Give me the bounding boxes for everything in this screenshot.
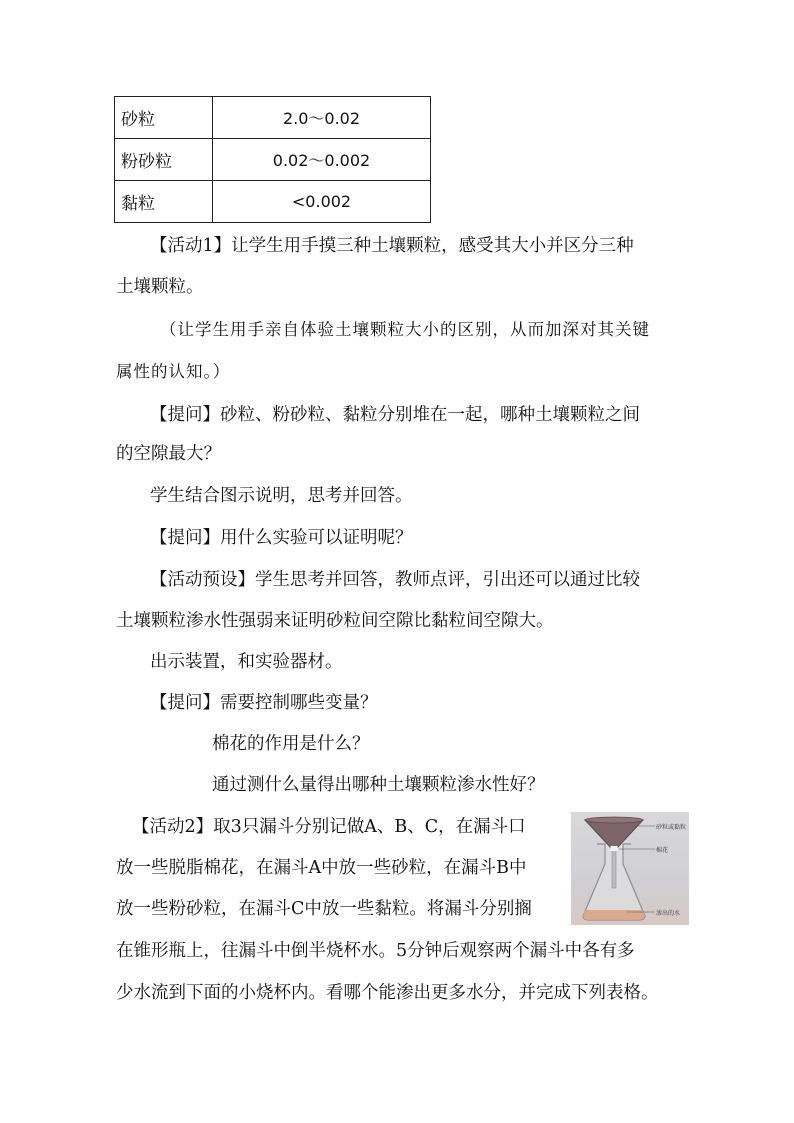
question-2-line: 【提问】用什么实验可以证明呢？ — [150, 528, 413, 548]
activity-2-line-1: 【活动2】取3只漏斗分别记做A、B、C，在漏斗口 — [132, 817, 526, 837]
table-row — [115, 181, 431, 223]
activity-preset-line-1: 【活动预设】学生思考并回答，教师点评，引出还可以通过比较 — [150, 570, 640, 590]
activity-preset-line-2: 土壤颗粒渗水性强弱来证明砂粒间空隙比黏粒间空隙大。 — [116, 611, 554, 631]
note-line-1: （让学生用手亲自体验土壤颗粒大小的区别，从而加深对其关键 — [160, 320, 650, 339]
question-1-line-2: 的空隙最大？ — [116, 444, 221, 464]
label-soil: 砂粒或黏粒 — [656, 824, 687, 831]
particle-name: 黏粒 — [115, 181, 213, 223]
question-cotton-line: 棉花的作用是什么？ — [212, 734, 370, 754]
activity-1-line-1: 【活动1】让学生用手摸三种土壤颗粒，感受其大小并区分三种 — [150, 236, 634, 256]
show-equipment-line: 出示装置，和实验器材。 — [150, 652, 343, 672]
question-1-line-1: 【提问】砂粒、粉砂粒、黏粒分别堆在一起，哪种土壤颗粒之间 — [150, 405, 640, 425]
question-measure-line: 通过测什么量得出哪种土壤颗粒渗水性好？ — [212, 775, 545, 795]
particle-name: 砂粒 — [115, 97, 213, 139]
label-filtered-water: 渗出的水 — [656, 910, 681, 917]
activity-2-line-3: 放一些粉砂粒，在漏斗C中放一些黏粒。将漏斗分别搁 — [116, 899, 532, 919]
activity-2-line-2: 放一些脱脂棉花，在漏斗A中放一些砂粒，在漏斗B中 — [116, 858, 527, 878]
table-row — [115, 139, 431, 181]
particle-name: 粉砂粒 — [115, 139, 213, 181]
note-line-2: 属性的认知。） — [116, 362, 231, 381]
table-row — [115, 97, 431, 139]
label-cotton: 棉花 — [656, 847, 669, 854]
particle-size-range: 0.02～0.002 — [213, 139, 431, 181]
activity-2-line-5: 少水流到下面的小烧杯内。看哪个能渗出更多水分，并完成下列表格。 — [116, 983, 659, 1003]
activity-1-line-2: 土壤颗粒。 — [116, 277, 204, 297]
funnel-experiment-photo — [571, 812, 689, 925]
particle-size-table — [114, 96, 431, 223]
particle-size-range: <0.002 — [213, 181, 431, 223]
activity-2-line-4: 在锥形瓶上，往漏斗中倒半烧杯水。5分钟后观察两个漏斗中各有多 — [116, 941, 635, 961]
student-answer-line: 学生结合图示说明，思考并回答。 — [150, 486, 413, 506]
question-3-line: 【提问】需要控制哪些变量？ — [150, 693, 378, 713]
particle-size-range: 2.0～0.02 — [213, 97, 431, 139]
